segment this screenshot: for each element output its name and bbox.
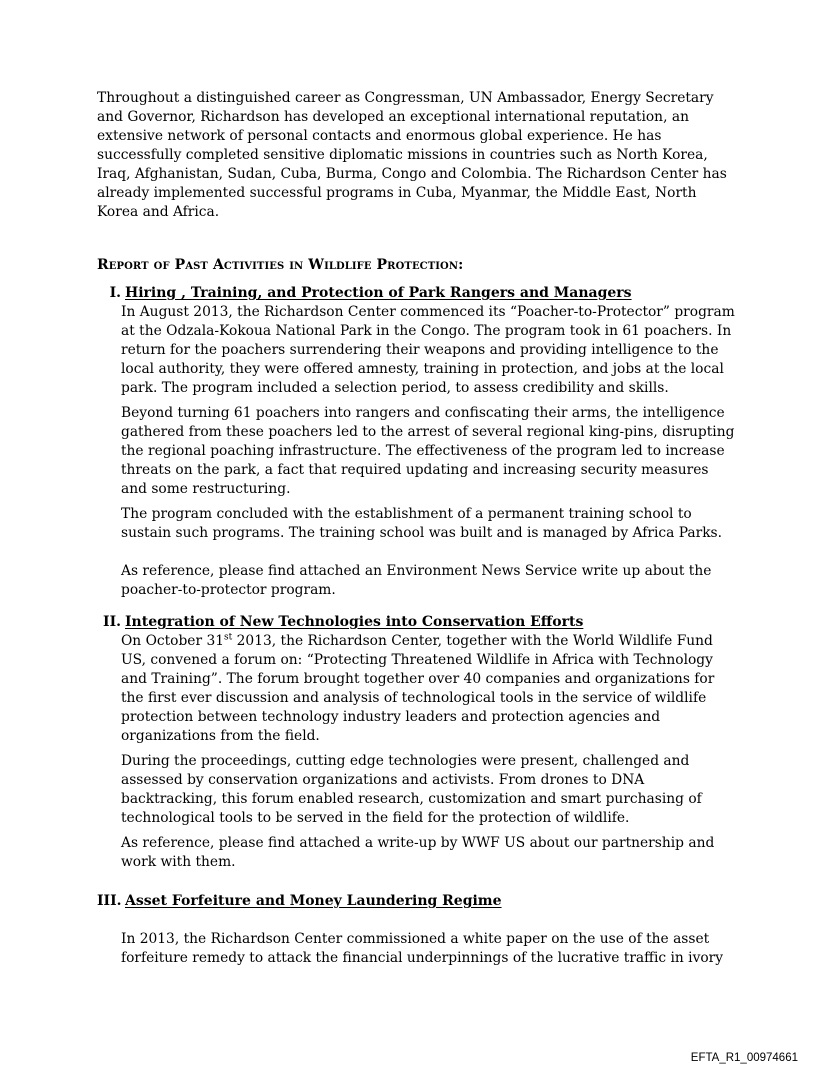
superscript-st: st: [224, 632, 233, 643]
section-new-technologies: [97, 613, 737, 872]
section-numeral: II.: [103, 614, 121, 630]
section-paragraph: Beyond turning 61 poachers into rangers and confiscating their arms, the intelligence gathered from these poachers led to the arrest of several regional king-pins, disrupting the regional poaching infrastructure. The effectiveness of the program led to increase threats on the park, a fact that required updating and increasing security measures and some restructuring.: [121, 405, 735, 497]
section-title: Integration of New Technologies into Conservation Efforts: [125, 614, 584, 630]
section-asset-forfeiture: [97, 892, 737, 968]
section-paragraph: In August 2013, the Richardson Center commenced its “Poacher-to-Protector” program at the Odzala-Kokoua National Park in the Congo. The program took in 61 poachers. In return for the poachers surrendering their weapons and providing intelligence to the local authority, they were offered amnesty, training in protection, and jobs at the local park. The program included a selection period, to assess credibility and skills.: [121, 304, 735, 396]
intro-paragraph: Throughout a distinguished career as Congressman, UN Ambassador, Energy Secretary and Governor, Richardson has developed an exceptional international reputation, an extensive network of personal contacts and enormous global experience. He has successfully completed sensitive diplomatic missions in countries such as North Korea, Iraq, Afghanistan, Sudan, Cuba, Burma, Congo and Colombia. The Richardson Center has already implemented successful programs in Cuba, Myanmar, the Middle East, North Korea and Africa.: [97, 90, 727, 220]
section-body: [97, 930, 737, 968]
paragraph-text: On October 31: [121, 633, 225, 649]
section-paragraph: During the proceedings, cutting edge technologies were present, challenged and assessed by conservation organizations and activists. From drones to DNA backtracking, this forum enabled research, customization and smart purchasing of technological tools to be served in the field for the protection of wildlife.: [121, 753, 702, 826]
section-paragraph: As reference, please find attached a write-up by WWF US about our partnership and work with them.: [121, 835, 715, 870]
section-paragraph: As reference, please find attached an Environment News Service write up about the poacher-to-protector program.: [121, 563, 712, 598]
section-paragraph: In 2013, the Richardson Center commissioned a white paper on the use of the asset forfeiture remedy to attack the financial underpinnings of the lucrative traffic in ivory: [121, 931, 724, 966]
section-body: [97, 303, 737, 600]
section-title: Asset Forfeiture and Money Laundering Regime: [125, 893, 502, 909]
section-numeral: III.: [97, 893, 122, 909]
paragraph-text: 2013, the Richardson Center, together with the World Wildlife Fund US, convened a forum on: “Protecting Threatened Wildlife in Africa with Technology and Training”. The forum brought together over 40 companies and organizations for the first ever discussion and analysis of technological tools in the service of wildlife protection between technology industry leaders and protection agencies and organizations from the field.: [121, 633, 715, 744]
report-heading: Report of Past Activities in Wildlife Protection:: [97, 257, 464, 273]
section-title-row: [97, 284, 737, 303]
section-paragraph: The program concluded with the establishment of a permanent training school to sustain such programs. The training school was built and is managed by Africa Parks.: [121, 506, 723, 541]
section-title: Hiring , Training, and Protection of Park Rangers and Managers: [125, 285, 632, 301]
section-title-row: [97, 892, 737, 911]
section-numeral: I.: [109, 285, 121, 301]
section-hiring-training: [97, 284, 737, 600]
document-id: EFTA_R1_00974661: [690, 1052, 798, 1064]
section-paragraph: [121, 632, 737, 746]
section-title-row: [97, 613, 737, 632]
section-body: [97, 632, 737, 872]
